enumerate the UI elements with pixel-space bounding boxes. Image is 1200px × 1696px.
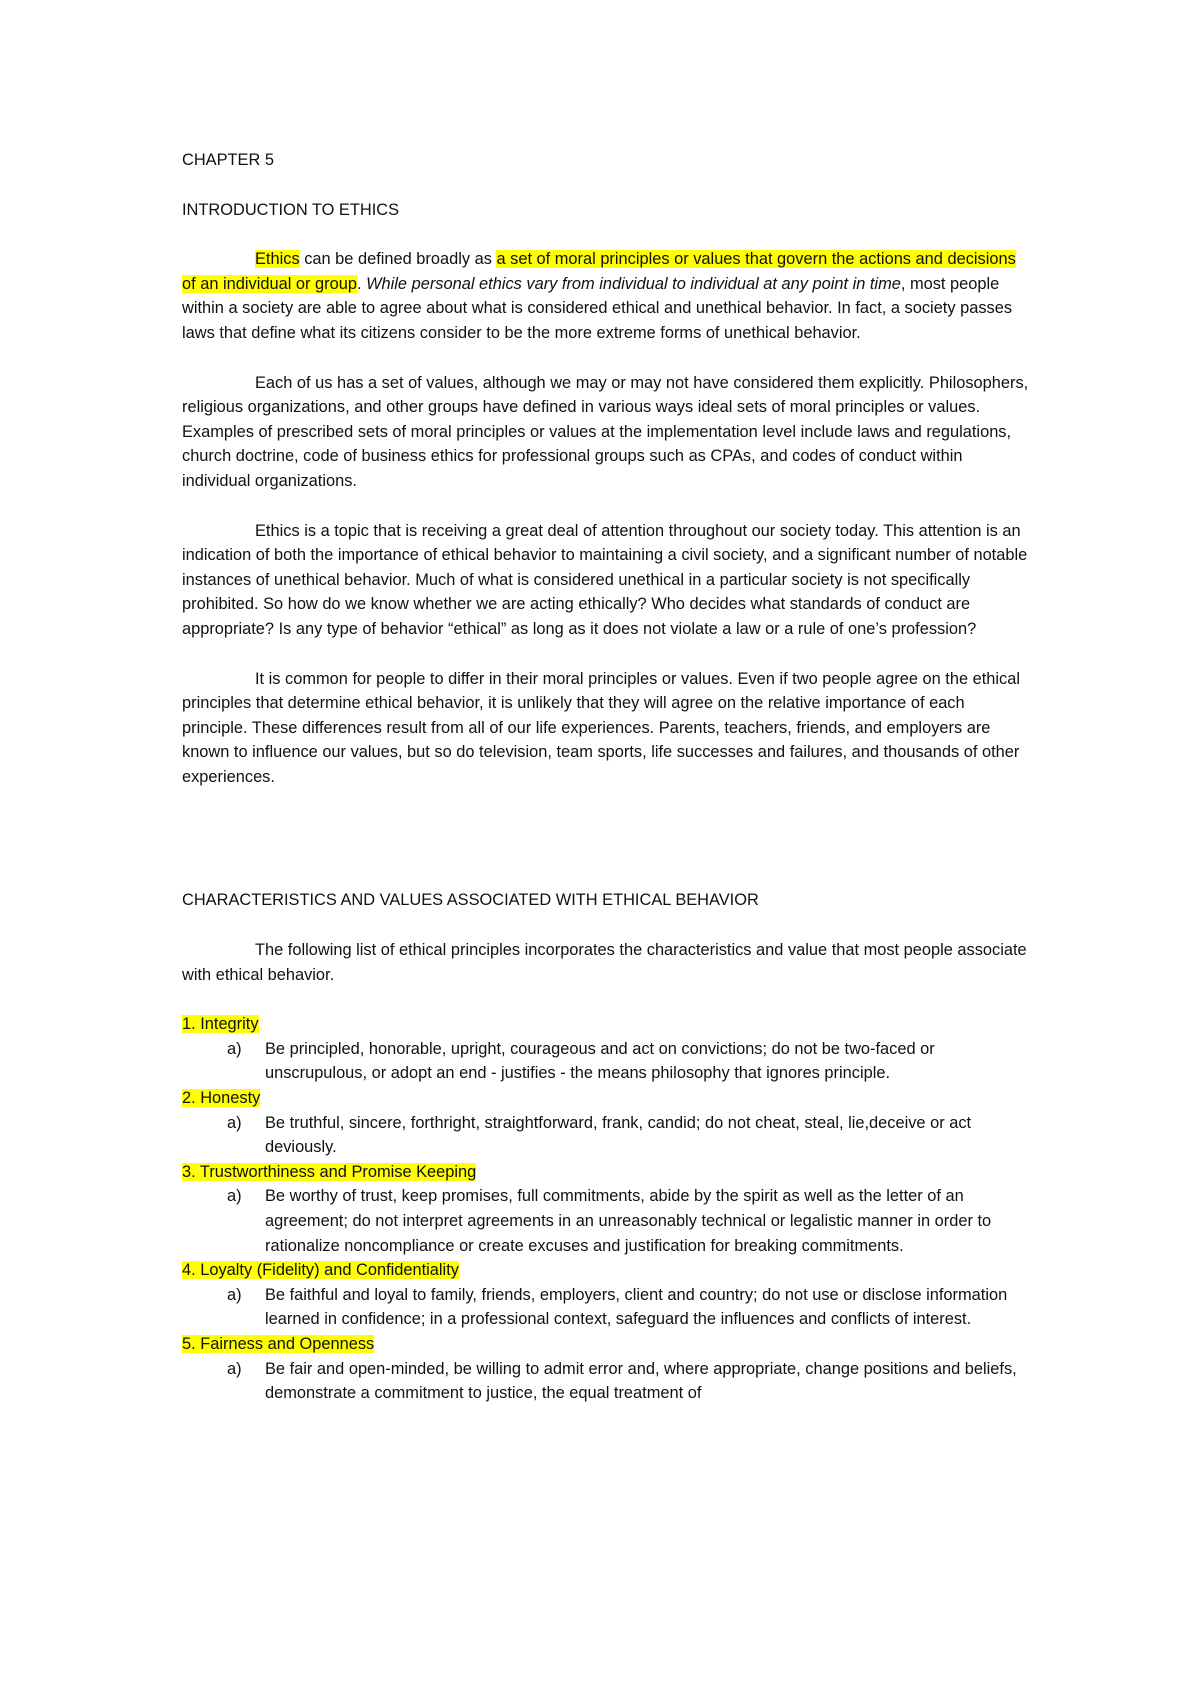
list-item: [182, 1086, 1032, 1160]
principles-list: [182, 1012, 1032, 1406]
list-item: [182, 1332, 1032, 1406]
list-item: [182, 1012, 1032, 1086]
paragraph-attention: Ethics is a topic that is receiving a great deal of attention throughout our society today. This attention is an indication of both the importance of ethical behavior to maintaining a civil society, and a significant number of notable instances of unethical behavior. Much of what is considered unethical in a particular society is not specifically prohibited. So how do we know whether we are acting ethically? Who decides what standards of conduct are appropriate? Is any type of behavior “ethical” as long as it does not violate a law or a rule of one’s profession?: [182, 521, 1028, 638]
principle-description: a) Be truthful, sincere, forthright, straightforward, frank, candid; do not cheat, steal, lie,deceive or act deviously.: [227, 1113, 972, 1157]
paragraph-values: Each of us has a set of values, although we may or may not have considered them explicitly. Philosophers, religious organizations, and other groups have defined in various ways ideal sets of moral principles or values. Examples of prescribed sets of moral principles or values at the implementation level include laws and regulations, church doctrine, code of business ethics for professional groups such as CPAs, and codes of conduct within individual organizations.: [182, 373, 1029, 490]
principle-description: a) Be worthy of trust, keep promises, full commitments, abide by the spirit as well as the letter of an agreement; do not interpret agreements in an unreasonably technical or legalistic manner in order to rationalize noncompliance or create excuses and justification for breaking commitments.: [227, 1187, 992, 1255]
chapter-heading: CHAPTER 5: [182, 151, 274, 169]
principle-title: 2. Honesty: [182, 1089, 261, 1108]
list-item: [182, 1258, 1032, 1332]
paragraph-list-intro: The following list of ethical principles incorporates the characteristics and value that most people associate with ethical behavior.: [182, 941, 1027, 984]
principle-title: 3. Trustworthiness and Promise Keeping: [182, 1162, 477, 1181]
highlight-ethics: Ethics: [255, 250, 300, 269]
principle-title: 1. Integrity: [182, 1015, 259, 1034]
highlight-definition: a set of moral principles or values that govern the actions and decisions of an individual or group: [182, 250, 1016, 293]
section-title-characteristics: CHARACTERISTICS AND VALUES ASSOCIATED WITH ETHICAL BEHAVIOR: [182, 891, 759, 910]
document-body: [182, 148, 1032, 1406]
italic-personal-ethics: While personal ethics vary from individual to individual at any point in time: [366, 274, 901, 293]
principle-description: a) Be fair and open-minded, be willing to admit error and, where appropriate, change positions and beliefs, demonstrate a commitment to justice, the equal treatment of: [227, 1359, 1017, 1403]
principle-title: 4. Loyalty (Fidelity) and Confidentiality: [182, 1261, 459, 1280]
list-item: [182, 1160, 1032, 1258]
section-title-introduction: INTRODUCTION TO ETHICS: [182, 200, 400, 219]
principle-description: a) Be principled, honorable, upright, courageous and act on convictions; do not be two-faced or unscrupulous, or adopt an end - justifies - the means philosophy that ignores principle.: [227, 1039, 935, 1083]
spacer: [182, 814, 1032, 888]
paragraph-differences: It is common for people to differ in their moral principles or values. Even if two people agree on the ethical principles that determine ethical behavior, it is unlikely that they will agree on the relative importance of each principle. These differences result from all of our life experiences. Parents, teachers, friends, and employers are known to influence our values, but so do television, team sports, life successes and failures, and thousands of other experiences.: [182, 669, 1020, 786]
principle-description: a) Be faithful and loyal to family, friends, employers, client and country; do not use or disclose information learned in confidence; in a professional context, safeguard the influences and conflicts of interest.: [227, 1285, 1008, 1329]
paragraph-ethics-definition: Ethics can be defined broadly as a set of moral principles or values that govern the actions and decisions of an individual or group. While personal ethics vary from individual to individual at any point in time, most people within a society are able to agree about what is considered ethical and unethical behavior. In fact, a society passes laws that define what its citizens consider to be the more extreme forms of unethical behavior.: [182, 250, 1016, 342]
principle-title: 5. Fairness and Openness: [182, 1334, 375, 1353]
